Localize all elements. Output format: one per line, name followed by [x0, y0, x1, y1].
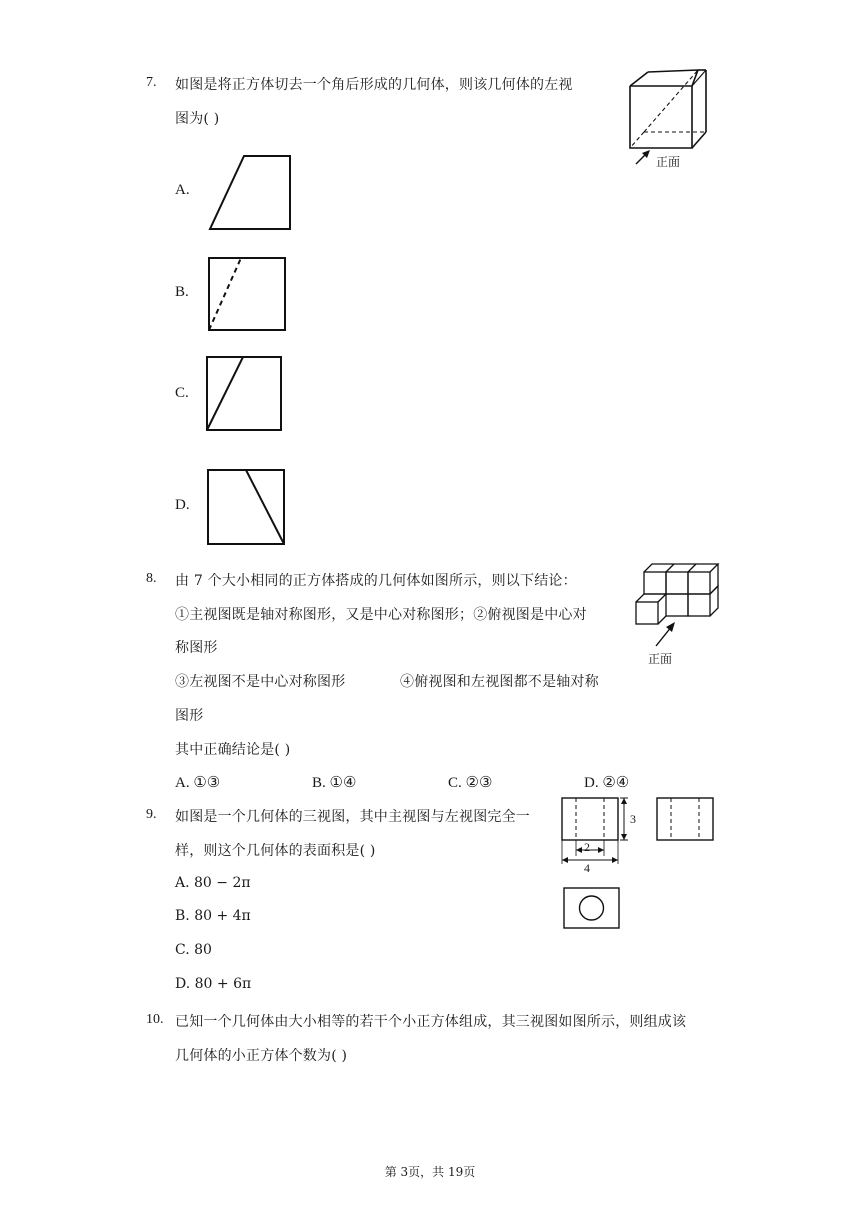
q8-text-line4b: ④俯视图和左视图都不是轴对称: [400, 674, 599, 690]
q8-figure-label: 正面: [648, 652, 673, 666]
q7-option-d-square-solid: [206, 468, 286, 546]
q9-dim-outer: 4: [584, 861, 590, 875]
q9-dim-height: 3: [630, 812, 636, 826]
q9-dim-inner: 2: [584, 840, 590, 854]
q10-text-line1: 已知一个几何体由大小相等的若干个小正方体组成，其三视图如图所示，则组成该: [175, 1014, 687, 1030]
q9-text-line2: 样，则这个几何体的表面积是( ): [175, 843, 376, 859]
q8-number: 8.: [146, 571, 157, 586]
q7-option-c-square-solid: [205, 355, 283, 432]
q7-option-b-label[interactable]: B.: [175, 284, 189, 300]
q7-option-b-square-dashed: [207, 256, 287, 332]
q8-text-line3: 称图形: [175, 640, 218, 656]
q10-number: 10.: [146, 1012, 164, 1027]
q8-text-line5: 图形: [175, 708, 204, 724]
q8-text-line1: 由 7 个大小相同的正方体搭成的几何体如图所示，则以下结论：: [175, 573, 577, 589]
q8-text-line6: 其中正确结论是( ): [175, 742, 291, 758]
page-footer: 第 3页，共 19页: [384, 1165, 476, 1179]
q8-option-d[interactable]: D. ②④: [584, 775, 630, 791]
q7-option-a-label[interactable]: A.: [175, 182, 190, 198]
q8-option-a[interactable]: A. ①③: [175, 775, 221, 791]
q9-text-line1: 如图是一个几何体的三视图，其中主视图与左视图完全一: [175, 809, 530, 825]
q7-text-line1: 如图是将正方体切去一个角后形成的几何体，则该几何体的左视: [175, 77, 573, 93]
q7-option-d-label[interactable]: D.: [175, 497, 190, 513]
q8-text-line2: ①主视图既是轴对称图形，又是中心对称图形；②俯视图是中心对: [175, 607, 587, 623]
q9-option-c[interactable]: C. 80: [175, 942, 212, 958]
q9-number: 9.: [146, 807, 157, 822]
q9-option-b[interactable]: B. 80 + 4π: [175, 908, 251, 924]
q8-stacked-cubes-figure: [630, 558, 720, 670]
q9-option-a[interactable]: A. 80 − 2π: [175, 875, 251, 891]
q7-option-a-trapezoid: [206, 154, 292, 232]
q8-option-b[interactable]: B. ①④: [312, 775, 357, 791]
q7-figure-label: 正面: [656, 155, 681, 169]
q7-text-line2: 图为( ): [175, 111, 220, 127]
q8-text-line4a: ③左视图不是中心对称图形: [175, 674, 346, 690]
q7-option-c-label[interactable]: C.: [175, 385, 189, 401]
q8-option-c[interactable]: C. ②③: [448, 775, 493, 791]
q9-three-view-figure: [558, 794, 718, 934]
q7-number: 7.: [146, 75, 157, 90]
q9-option-d[interactable]: D. 80 + 6π: [175, 976, 252, 992]
q10-text-line2: 几何体的小正方体个数为( ): [175, 1048, 348, 1064]
